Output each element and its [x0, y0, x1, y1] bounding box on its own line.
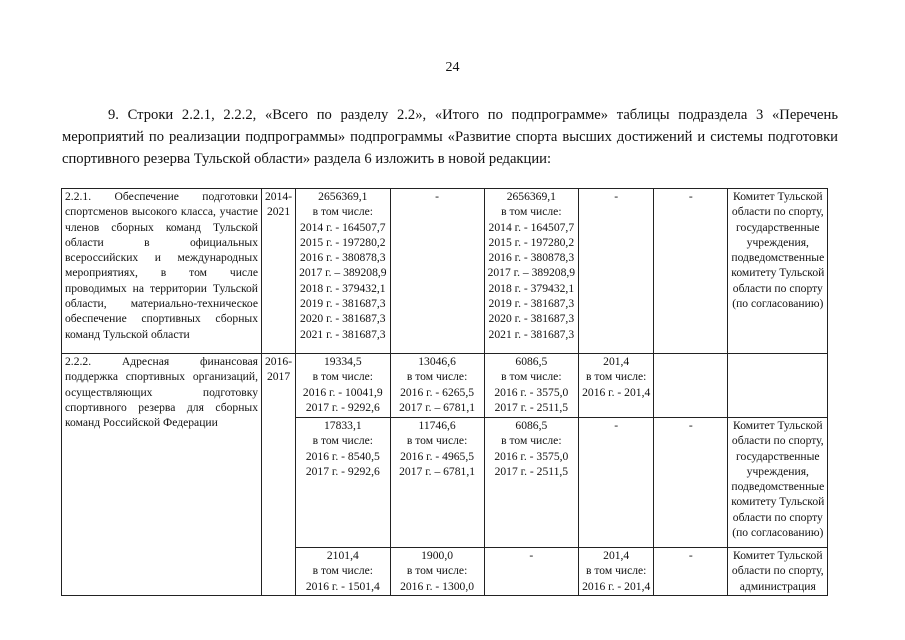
period-end: 2021 — [266, 205, 291, 219]
total-cell — [296, 189, 391, 354]
cell-line: в том числе: — [585, 370, 647, 384]
cell-line: области по спорту, — [731, 564, 824, 578]
cell-line: 2017 г. - 9292,6 — [305, 464, 380, 478]
extra-budget-cell — [654, 189, 728, 354]
cell-line: 2016 г. - 201,4 — [582, 579, 651, 593]
cell-line: 2656369,1 — [506, 190, 556, 203]
cell-line: 2017 г. – 389208,9 — [487, 266, 576, 280]
cell-line: - — [614, 190, 619, 203]
cell-line: 2016 г. - 1501,4 — [305, 579, 380, 593]
cell-line: 2016 г. - 10041,9 — [302, 385, 383, 399]
regional-cell — [484, 189, 579, 354]
activity-name-cell — [62, 189, 262, 354]
cell-line: в том числе: — [501, 370, 562, 384]
activity-name: 2.2.1. Обеспечение подготовки спортсменов высокого класса, участие членов сборных команд Тульской области в официальных всероссийских и международных мероприятиях, в том числе проводимых на территории Тульской области, материально-техническое обеспечение спортивных сборных команд Тульской области — [65, 190, 258, 341]
cell-line: (по согласованию) — [732, 526, 824, 540]
cell-line: 2014 г. - 164507,7 — [300, 220, 386, 234]
cell-line: в том числе: — [585, 564, 647, 578]
executor-cell — [728, 189, 828, 354]
cell-line: комитету Тульской — [731, 266, 825, 280]
activity-name: 2.2.2. Адресная финансовая поддержка спортивных организаций, осуществляющих подготовку спортивного резерва для сборных команд Российской Федерации — [65, 355, 258, 430]
cell-line: 2020 г. - 381687,3 — [488, 312, 575, 326]
cell-line: 2018 г. - 379432,1 — [488, 281, 575, 295]
cell-line: 2101,4 — [326, 549, 359, 562]
cell-line: в том числе: — [501, 205, 562, 219]
cell-line: в том числе: — [312, 205, 374, 219]
cell-line: 2015 г. - 197280,2 — [488, 235, 575, 249]
cell-line: государственные — [736, 220, 820, 234]
regional-cell — [484, 548, 579, 596]
cell-line: 19334,5 — [323, 355, 362, 368]
federal-cell — [390, 548, 484, 596]
cell-line: подведомственные — [731, 480, 825, 494]
table-row — [62, 189, 828, 354]
cell-line: 13046,6 — [418, 355, 456, 368]
federal-cell — [390, 189, 484, 354]
cell-line: 2019 г. - 381687,3 — [300, 297, 386, 311]
cell-line: - — [688, 190, 693, 203]
cell-line: области по спорту — [732, 510, 823, 524]
cell-line: в том числе: — [501, 434, 562, 448]
cell-line: - — [688, 549, 693, 562]
cell-line: Комитет Тульской — [733, 190, 823, 203]
cell-line: 17833,1 — [323, 419, 362, 432]
cell-line: 2019 г. - 381687,3 — [488, 297, 575, 311]
cell-line: 2016 г. - 380878,3 — [488, 251, 575, 265]
municipal-cell — [579, 354, 654, 418]
cell-line: области по спорту, — [731, 205, 824, 219]
cell-line: 2017 г. - 2511,5 — [494, 464, 569, 478]
cell-line: 6086,5 — [515, 419, 548, 432]
cell-line: администрация — [739, 579, 816, 593]
cell-line: 2017 г. – 6781,1 — [399, 464, 476, 478]
cell-line: области по спорту, — [731, 434, 824, 448]
cell-line: в том числе: — [312, 370, 374, 384]
regional-cell — [484, 418, 579, 548]
cell-line: 6086,5 — [515, 355, 548, 368]
cell-line: 2016 г. - 6265,5 — [400, 385, 475, 399]
cell-line: 2016 г. - 8540,5 — [305, 449, 380, 463]
extra-budget-cell — [654, 354, 728, 418]
cell-line: 2016 г. - 380878,3 — [300, 251, 386, 265]
cell-line: комитету Тульской — [731, 495, 825, 509]
cell-line: 2021 г. - 381687,3 — [488, 327, 575, 341]
cell-line: 201,4 — [603, 549, 630, 562]
cell-line: в том числе: — [406, 564, 468, 578]
cell-line: 1900,0 — [421, 549, 454, 562]
cell-line: - — [529, 549, 534, 562]
cell-line: 2017 г. – 6781,1 — [399, 400, 476, 414]
cell-line: 2016 г. - 3575,0 — [494, 449, 569, 463]
executor-cell — [728, 354, 828, 418]
cell-line: 2018 г. - 379432,1 — [300, 281, 386, 295]
cell-line: 2016 г. - 201,4 — [582, 385, 651, 399]
municipal-cell — [579, 418, 654, 548]
cell-line: (по согласованию) — [732, 297, 824, 311]
period-start: 2016- — [265, 355, 293, 368]
extra-budget-cell — [654, 548, 728, 596]
table-row — [62, 354, 828, 418]
cell-line: - — [435, 190, 440, 203]
cell-line: 2017 г. – 389208,9 — [299, 266, 387, 280]
cell-line: 2014 г. - 164507,7 — [488, 220, 575, 234]
cell-line: подведомственные — [731, 251, 825, 265]
cell-line: 2016 г. - 3575,0 — [494, 385, 569, 399]
municipal-cell — [579, 548, 654, 596]
cell-line: учреждения, — [746, 235, 809, 249]
activities-table — [61, 188, 828, 596]
cell-line: государственные — [736, 449, 820, 463]
cell-line: 2015 г. - 197280,2 — [300, 235, 386, 249]
federal-cell — [390, 418, 484, 548]
period-cell — [262, 189, 296, 354]
cell-line: в том числе: — [406, 370, 468, 384]
extra-budget-cell — [654, 418, 728, 548]
page-number: 24 — [445, 60, 460, 75]
total-cell — [296, 548, 391, 596]
period-cell — [262, 354, 296, 596]
intro-paragraph: 9. Строки 2.2.1, 2.2.2, «Всего по разделу 2.2», «Итого по подпрограмме» таблицы подраздела 3 «Перечень мероприятий по реализации подпрограммы» подпрограммы «Развитие спорта высших достижений и системы подготовки спортивного резерва Тульской области» раздела 6 изложить в новой редакции: — [62, 107, 838, 167]
cell-line: Комитет Тульской — [733, 419, 823, 432]
executor-cell — [728, 418, 828, 548]
period-end: 2017 — [266, 370, 291, 384]
executor-cell — [728, 548, 828, 596]
cell-line: 2016 г. - 4965,5 — [400, 449, 475, 463]
municipal-cell — [579, 189, 654, 354]
cell-line: 11746,6 — [418, 419, 456, 432]
cell-line: области по спорту — [732, 281, 823, 295]
cell-line: 2656369,1 — [318, 190, 368, 203]
cell-line: 2016 г. - 1300,0 — [400, 579, 475, 593]
cell-line: - — [614, 419, 619, 432]
cell-line: - — [688, 419, 693, 432]
cell-line: 2017 г. - 9292,6 — [305, 400, 380, 414]
total-cell — [296, 354, 391, 418]
regional-cell — [484, 354, 579, 418]
cell-line: в том числе: — [312, 564, 374, 578]
activity-name-cell — [62, 354, 262, 596]
cell-line: в том числе: — [406, 434, 468, 448]
cell-line: в том числе: — [312, 434, 374, 448]
period-start: 2014- — [265, 190, 293, 203]
total-cell — [296, 418, 391, 548]
cell-line: 201,4 — [603, 355, 630, 368]
cell-line: 2017 г. - 2511,5 — [494, 400, 569, 414]
cell-line: 2020 г. - 381687,3 — [300, 312, 386, 326]
federal-cell — [390, 354, 484, 418]
cell-line: учреждения, — [746, 464, 809, 478]
cell-line: Комитет Тульской — [733, 549, 823, 562]
cell-line: 2021 г. - 381687,3 — [300, 327, 386, 341]
